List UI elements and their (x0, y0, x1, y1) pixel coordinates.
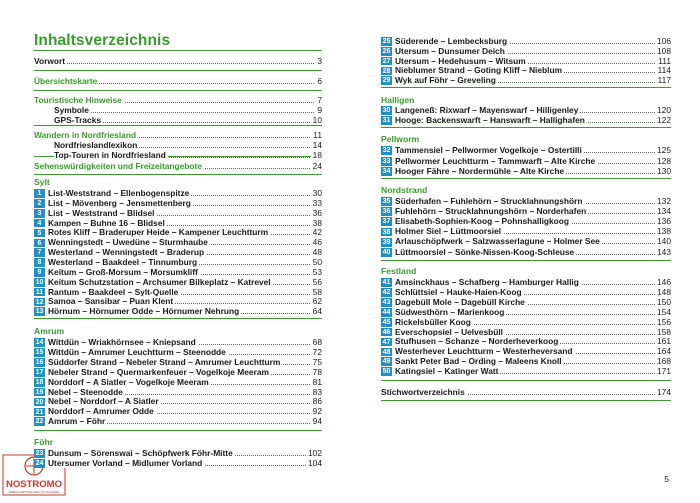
page-ref: 68 (312, 337, 322, 347)
page-ref: 92 (312, 406, 322, 417)
section-divider (34, 430, 322, 431)
entry-label: Kampen – Buhne 16 – Blidsel (48, 217, 165, 228)
page-ref: 168 (657, 356, 671, 367)
section-heading: Nordstrand (381, 185, 428, 195)
section-divider (34, 90, 322, 91)
route-number-badge: 34 (382, 168, 391, 176)
entry-label: Lüttmoorsiel – Sönke-Nissen-Koog-Schleuse (395, 246, 575, 257)
route-number-badge: 6 (34, 239, 45, 248)
entry-label: List – Weststrand – Blidsel (48, 207, 155, 218)
route-number-badge: 8 (34, 258, 45, 267)
route-entry (34, 208, 322, 218)
route-number-badge: 25 (382, 38, 391, 46)
route-entry (34, 406, 322, 416)
route-number-badge: 26 (382, 48, 391, 56)
route-entry (381, 287, 671, 297)
section-divider (34, 50, 322, 51)
route-number-badge: 17 (35, 368, 44, 376)
entry-label: Hörnum – Hörnumer Odde – Hörnumer Nehrung (48, 306, 240, 317)
route-entry (381, 307, 671, 317)
route-number-badge: 22 (35, 418, 44, 426)
entry-label: Wenningstedt – Uwedüne – Sturmhaube (48, 237, 208, 248)
svg-text:WEB-KOMPTOIR DER VOYAGEURE: WEB-KOMPTOIR DER VOYAGEURE (8, 490, 60, 494)
page-ref: 146 (657, 277, 671, 287)
route-entry (34, 347, 322, 357)
entry-label: Everschopsiel – Uelvesbüll (395, 326, 503, 337)
route-entry (34, 218, 322, 228)
page-ref: 6 (317, 76, 322, 86)
route-number-badge: 2 (34, 199, 45, 208)
section-heading: Föhr (34, 437, 54, 447)
page-ref: 46 (312, 237, 322, 248)
page-ref: 122 (657, 115, 671, 125)
route-number-badge: 19 (35, 388, 44, 396)
entry-label: Norddorf – A Siatler – Vogelkoje Meeram (48, 376, 209, 387)
page-ref: 7 (317, 95, 322, 105)
route-entry (34, 357, 322, 367)
entry-label: Nebel – Norddorf – A Siatler (48, 396, 159, 407)
page-number: 5 (664, 474, 669, 484)
route-entry (34, 287, 322, 297)
entry-label: Westerland – Baakdeel – Tinnumburg (48, 256, 198, 267)
route-entry (34, 367, 322, 377)
route-entry (381, 36, 671, 46)
route-number-badge: 33 (382, 157, 391, 165)
entry-label: Utersum – Dunsumer Deich (395, 45, 505, 56)
toc-entry-sehenswuerdigkeiten (34, 161, 322, 171)
section-heading: Pellworm (381, 134, 420, 144)
page-ref: 171 (657, 366, 671, 377)
toc-entry-wandern (34, 130, 322, 140)
entry-label: Stichwortverzeichnis (381, 387, 465, 397)
page-ref: 158 (657, 326, 671, 337)
entry-label: Utersumer Vorland – Midlumer Vorland (48, 458, 203, 468)
route-entry (381, 46, 671, 56)
page-ref: 111 (658, 55, 671, 66)
route-number-badge: 9 (34, 268, 45, 277)
entry-label: Fuhlehörn – Strucklahnungshörn – Norderhafen (395, 206, 587, 217)
page-ref: 10 (312, 115, 322, 125)
page-ref: 3 (317, 56, 322, 66)
page-ref: 72 (312, 346, 322, 357)
page-ref: 42 (312, 227, 322, 238)
toc-subentry (34, 105, 322, 115)
route-number-badge: 48 (382, 348, 391, 356)
entry-label: Stufhusen – Schanze – Norderheverkoog (395, 336, 559, 347)
page-ref: 132 (657, 196, 671, 206)
route-number-badge: 23 (35, 450, 44, 458)
route-entry (34, 337, 322, 347)
route-number-badge: 50 (382, 368, 391, 376)
route-entry (381, 277, 671, 287)
page-ref: 9 (317, 105, 322, 115)
route-number-badge: 46 (382, 328, 391, 336)
toc-subentry (34, 115, 322, 125)
route-entry (34, 267, 322, 277)
route-entry (381, 65, 671, 75)
page-title: Inhaltsverzeichnis (34, 32, 171, 49)
route-number-badge: 12 (35, 298, 44, 306)
page-ref: 156 (657, 316, 671, 327)
route-entry (381, 247, 671, 257)
route-number-badge: 15 (35, 349, 44, 357)
route-entry (34, 448, 322, 458)
route-number-badge: 32 (382, 147, 391, 155)
section-heading: Halligen (381, 95, 415, 105)
page-ref: 102 (308, 448, 322, 458)
entry-label: Sehenswürdigkeiten und Freizeitangebote (34, 161, 202, 171)
route-number-badge: 28 (382, 67, 391, 75)
route-number-badge: 37 (382, 218, 391, 226)
page-ref: 154 (657, 306, 671, 317)
entry-label: Südwesthörn – Marienkoog (395, 306, 505, 317)
route-number-badge: 41 (382, 279, 391, 287)
route-number-badge: 39 (382, 238, 391, 246)
route-entry (381, 75, 671, 85)
route-entry (34, 257, 322, 267)
route-entry (381, 145, 671, 155)
entry-label: Touristische Hinweise (34, 95, 122, 105)
entry-label: Elisabeth-Sophien-Koog – Pohnshalligkoog (395, 216, 570, 227)
section-divider (381, 380, 671, 381)
entry-label: Süderhafen – Fuhlehörn – Strucklahnungshörn (395, 196, 583, 206)
route-entry (381, 327, 671, 337)
page-ref: 38 (312, 217, 322, 228)
page-ref: 125 (657, 145, 671, 155)
route-number-badge: 47 (382, 338, 391, 346)
page-ref: 150 (657, 296, 671, 307)
route-entry (34, 188, 322, 198)
entry-label: Nebel – Steenodde (48, 386, 123, 397)
route-number-badge: 49 (382, 358, 391, 366)
toc-entry-uebersichtskarte (34, 76, 322, 86)
entry-label: Süderende – Lembecksburg (395, 36, 508, 46)
section-divider (34, 70, 322, 71)
route-number-badge: 7 (34, 248, 45, 257)
route-entry (381, 115, 671, 125)
route-number-badge: 38 (382, 228, 391, 236)
entry-label: Amsinckhaus – Schafberg – Hamburger Hallig (395, 277, 579, 287)
entry-label: Hooger Fähre – Nordermühle – Alte Kirche (395, 166, 565, 176)
route-entry (34, 237, 322, 247)
entry-label: Schlüttsiel – Hauke-Haien-Koog (395, 286, 522, 297)
entry-label: Norddorf – Amrumer Odde (48, 406, 154, 417)
page-ref: 50 (312, 256, 322, 267)
entry-label: GPS-Tracks (54, 115, 102, 125)
section-divider (381, 178, 671, 179)
page-ref: 114 (657, 65, 671, 76)
entry-label: Amrum – Föhr (48, 416, 106, 427)
route-number-badge: 30 (382, 107, 391, 115)
entry-label: Keitum Schutzstation – Archsumer Bilkeplatz – Katrevel (48, 276, 271, 287)
route-entry (34, 247, 322, 257)
route-entry (381, 236, 671, 246)
entry-label: Tammensiel – Pellwormer Vogelkoje – Ostertilli (395, 145, 582, 155)
entry-label: Süddorfer Strand – Nebeler Strand – Amrumer Leuchtturm (48, 356, 281, 367)
entry-label: Symbole (54, 105, 89, 115)
route-entry (381, 105, 671, 115)
entry-label: Dunsum – Sörenswai – Schöpfwerk Föhr-Mitte (48, 448, 233, 458)
route-entry (34, 396, 322, 406)
page-ref: 136 (657, 216, 671, 227)
page-ref: 130 (657, 166, 671, 176)
entry-label: Rotes Kliff – Braderuper Heide – Kampener Leuchtturm (48, 227, 269, 238)
route-entry (381, 226, 671, 236)
route-entry (381, 317, 671, 327)
route-entry (34, 296, 322, 306)
route-number-badge: 4 (34, 219, 45, 228)
entry-label: Arlauschöpfwerk – Salzwasserlagune – Holmer See (395, 236, 600, 247)
entry-label: Wittdün – Wriakhörnsee – Kniepsand (48, 337, 196, 347)
route-entry (34, 458, 322, 468)
route-entry (381, 297, 671, 307)
section-divider (381, 87, 671, 88)
section-divider (34, 125, 322, 126)
toc-subentry (34, 140, 322, 150)
page-ref: 75 (312, 356, 322, 367)
route-entry (381, 216, 671, 226)
section-heading: Sylt (34, 177, 50, 187)
entry-label: Utersum – Hedehusum – Witsum (395, 55, 526, 66)
entry-label: Wandern in Nordfriesland (34, 130, 137, 140)
route-number-badge: 18 (35, 378, 44, 386)
route-number-badge: 31 (382, 117, 391, 125)
page-ref: 48 (312, 247, 322, 258)
page-ref: 164 (657, 346, 671, 357)
entry-label: Hooge: Backenswarft – Hanswarft – Hallighafen (395, 115, 585, 125)
entry-label: Westerland – Wenningstedt – Braderup (48, 247, 205, 258)
page-ref: 30 (312, 188, 322, 198)
entry-label: Samoa – Sansibar – Puan Klent (48, 296, 174, 307)
route-entry (34, 416, 322, 426)
section-heading: Amrum (34, 326, 65, 336)
page-ref: 36 (312, 207, 322, 218)
page-ref: 148 (657, 286, 671, 297)
entry-label: Nordfrieslandlexikon (54, 140, 138, 150)
svg-text:NOSTROMO: NOSTROMO (6, 479, 62, 490)
entry-label: Wyk auf Föhr – Greveling (395, 75, 496, 86)
page-ref: 94 (312, 416, 322, 427)
route-entry (381, 196, 671, 206)
page-ref: 56 (312, 276, 322, 287)
page-ref: 104 (308, 458, 322, 468)
route-number-badge: 27 (382, 57, 391, 65)
entry-label: Westerhever Leuchtturm – Westerheversand (395, 346, 573, 357)
page-ref: 174 (657, 387, 671, 397)
section-heading: Festland (381, 266, 417, 276)
page-ref: 128 (657, 155, 671, 166)
entry-label: List – Mövenberg – Jensmettenberg (48, 197, 191, 208)
page-ref: 78 (312, 366, 322, 377)
entry-label: Nebeler Strand – Quermarkenfeuer – Vogelkoje Meeram (48, 366, 269, 377)
route-number-badge: 16 (35, 359, 44, 367)
page-ref: 81 (312, 376, 322, 387)
entry-label: List-Weststrand – Ellenbogenspitze (48, 188, 190, 198)
page-ref: 143 (657, 246, 671, 257)
route-number-badge: 13 (35, 308, 44, 316)
entry-label: Übersichtskarte (34, 76, 98, 86)
route-number-badge: 5 (34, 229, 45, 238)
page-ref: 138 (657, 226, 671, 237)
route-number-badge: 45 (382, 318, 391, 326)
route-entry (381, 346, 671, 356)
section-divider (34, 318, 322, 319)
page-ref: 134 (657, 206, 671, 217)
entry-label: Vorwort (34, 56, 66, 66)
page-ref: 58 (312, 286, 322, 297)
route-entry (34, 277, 322, 287)
route-number-badge: 3 (34, 209, 45, 218)
route-entry (381, 366, 671, 376)
section-divider (381, 127, 671, 128)
route-entry (381, 356, 671, 366)
route-entry (381, 166, 671, 176)
entry-label: Holmer Siel – Lüttmoorsiel (395, 226, 502, 237)
entry-label: Sankt Peter Bad – Ording – Maleens Knoll (395, 356, 562, 367)
page-ref: 18 (312, 150, 322, 160)
page-ref: 140 (657, 236, 671, 247)
route-number-badge: 14 (35, 339, 44, 347)
route-number-badge: 24 (35, 460, 44, 468)
route-entry (34, 387, 322, 397)
page-ref: 33 (312, 197, 322, 208)
toc-entry-stichwortverzeichnis (381, 387, 671, 397)
section-divider (34, 174, 322, 175)
entry-label: Keitum – Groß-Morsum – Morsumkliff (48, 266, 198, 277)
toc-entry-touristische-hinweise (34, 95, 322, 105)
entry-label: Pellwormer Leuchtturm – Tammwarft – Alte Kirche (395, 155, 596, 166)
route-number-badge: 11 (35, 288, 44, 296)
page-ref: 11 (313, 130, 322, 140)
page-ref: 161 (657, 336, 671, 347)
route-entry (34, 306, 322, 316)
entry-label: Katingsiel – Katinger Watt (395, 366, 499, 377)
dot-leader (34, 63, 322, 64)
entry-label: Top-Touren in Nordfriesland (54, 150, 166, 160)
route-entry (381, 336, 671, 346)
route-number-badge: 42 (382, 289, 391, 297)
entry-label: Rantum – Baakdeel – Sylt-Quelle (48, 286, 179, 297)
route-entry (34, 227, 322, 237)
page-ref: 64 (312, 306, 322, 317)
route-number-badge: 43 (382, 299, 391, 307)
page-ref: 62 (312, 296, 322, 307)
page-ref: 83 (312, 386, 322, 397)
entry-label: Nieblumer Strand – Goting Kliff – Nieblum (395, 65, 563, 76)
route-number-badge: 29 (382, 77, 391, 85)
entry-label: Dagebüll Mole – Dagebüll Kirche (395, 296, 525, 307)
toc-entry-vorwort (34, 56, 322, 66)
entry-label: Langeneß: Rixwarf – Mayenswarf – Hilligenley (395, 105, 579, 115)
entry-label: Wittdün – Amrumer Leuchtturm – Steenodde (48, 346, 226, 357)
route-entry (381, 156, 671, 166)
page-ref: 108 (657, 45, 671, 56)
route-entry (34, 198, 322, 208)
section-divider (381, 400, 671, 401)
route-number-badge: 20 (35, 398, 44, 406)
route-entry (34, 377, 322, 387)
route-entry (381, 56, 671, 66)
entry-label: Rickelsbüller Koog (395, 316, 471, 327)
route-number-badge: 40 (382, 248, 391, 256)
page-ref: 117 (657, 75, 671, 86)
route-number-badge: 10 (35, 278, 44, 286)
route-number-badge: 1 (34, 189, 45, 198)
route-entry (381, 206, 671, 216)
dot-leader (54, 112, 322, 113)
page-ref: 53 (312, 266, 322, 277)
page-ref: 14 (312, 140, 322, 150)
page-ref: 86 (312, 396, 322, 407)
page-ref: 106 (657, 36, 671, 46)
page-ref: 24 (312, 161, 322, 171)
route-number-badge: 44 (382, 308, 391, 316)
section-divider (381, 260, 671, 261)
toc-subentry (34, 150, 322, 160)
route-number-badge: 35 (382, 198, 391, 206)
route-number-badge: 36 (382, 208, 391, 216)
page-ref: 120 (657, 105, 671, 115)
route-number-badge: 21 (35, 408, 44, 416)
